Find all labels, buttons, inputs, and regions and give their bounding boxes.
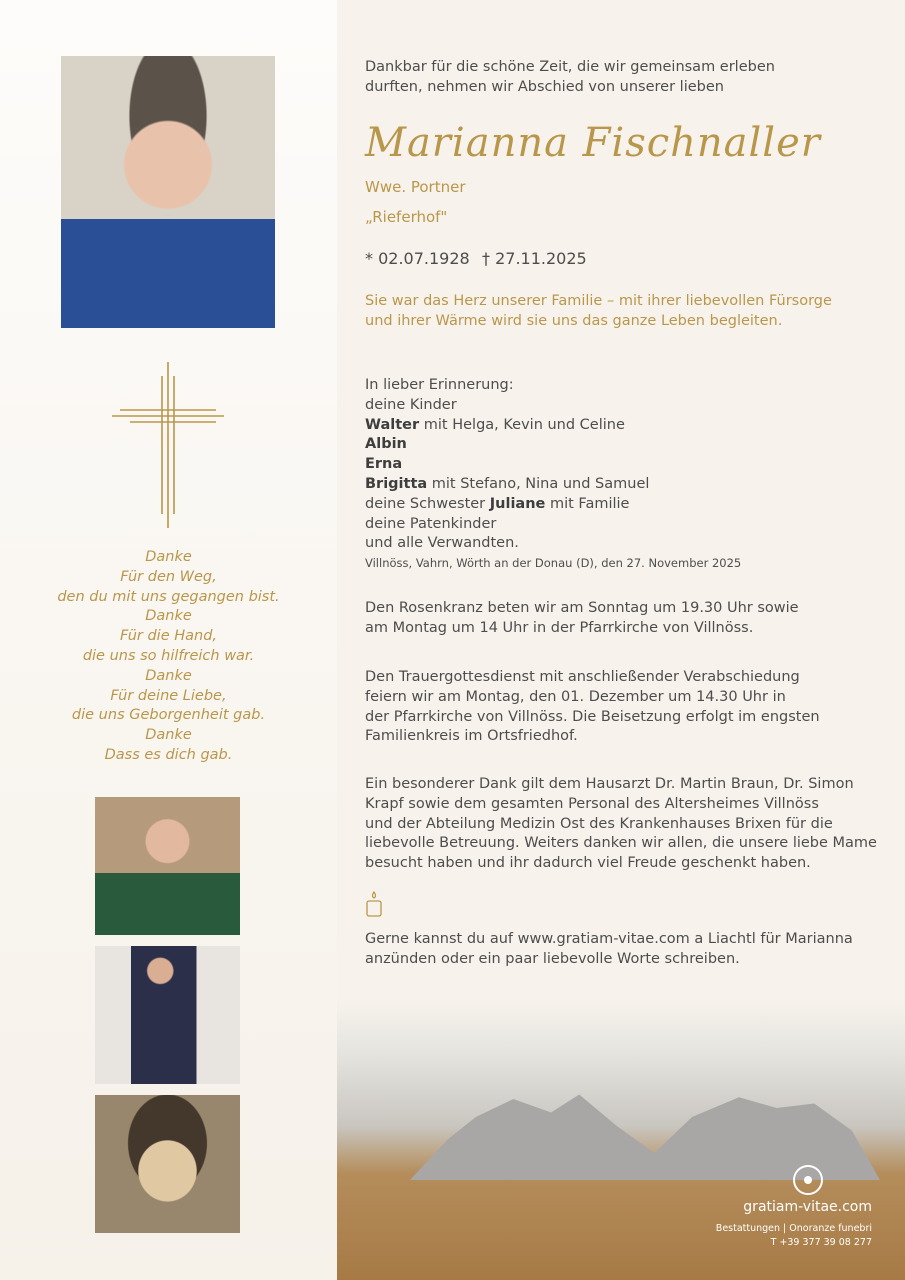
name-albin: Albin — [365, 436, 407, 453]
text-line: besucht haben und ihr dadurch viel Freude geschenkt haben. — [365, 855, 811, 872]
thanks-text — [365, 775, 877, 874]
family-line — [365, 495, 741, 515]
poem-line: Für die Hand, — [119, 628, 218, 645]
poem-line: Danke — [145, 549, 192, 565]
poem-line: die uns Geborgenheit gab. — [71, 707, 266, 724]
brand-logo-icon — [793, 1165, 823, 1195]
text-line: liebevolle Betreuung. Weiters danken wir allen, die unsere liebe Mame — [365, 835, 877, 852]
poem-line: Dass es dich gab. — [104, 746, 233, 763]
quote-line: Sie war das Herz unserer Familie – mit ihrer liebevollen Fürsorge — [365, 293, 832, 309]
photo-seated — [95, 797, 240, 935]
family-detail: mit Familie — [545, 495, 630, 512]
text-line: am Montag um 14 Uhr in der Pfarrkirche von Villnöss. — [365, 619, 754, 636]
name-erna: Erna — [365, 456, 403, 473]
family-line: und alle Verwandten. — [365, 535, 519, 552]
poem — [20, 548, 317, 766]
place-date: Villnöss, Vahrn, Wörth an der Donau (D), den 27. November 2025 — [365, 556, 742, 571]
poem-line: Danke — [145, 667, 192, 684]
family-line: deine Kinder — [365, 396, 457, 413]
birth-date: * 02.07.1928 — [365, 249, 470, 268]
text-line: Ein besonderer Dank gilt dem Hausarzt Dr. Martin Braun, Dr. Simon — [365, 776, 854, 792]
family-line — [365, 416, 741, 436]
text-line: anzünden oder ein paar liebevolle Worte schreiben. — [365, 950, 740, 967]
family-detail: mit Stefano, Nina und Samuel — [427, 475, 650, 492]
rosary-text — [365, 599, 799, 639]
family-line: deine Patenkinder — [365, 515, 497, 532]
intro-line: Dankbar für die schöne Zeit, die wir gemeinsam erleben — [365, 59, 775, 75]
family-line: In lieber Erinnerung: — [365, 377, 514, 393]
deceased-name: Marianna Fischnaller — [365, 120, 821, 166]
text-line: Gerne kannst du auf www.gratiam-vitae.com a Liachtl für Marianna — [365, 931, 853, 947]
cross-icon — [112, 362, 224, 528]
funeral-text — [365, 668, 820, 747]
subtitle-farm: „Rieferhof" — [365, 208, 448, 226]
quote-line: und ihrer Wärme wird sie uns das ganze Leben begleiten. — [365, 312, 783, 329]
subtitle-widow: Wwe. Portner — [365, 178, 466, 196]
family-line — [365, 455, 741, 475]
text-line: der Pfarrkirche von Villnöss. Die Beisetzung erfolgt im engsten — [365, 708, 820, 725]
portrait-photo — [61, 56, 275, 328]
name-walter: Walter — [365, 416, 420, 433]
text-line: Den Rosenkranz beten wir am Sonntag um 19.30 Uhr sowie — [365, 600, 799, 616]
text-line: Den Trauergottesdienst mit anschließender Verabschiedung — [365, 669, 800, 685]
name-brigitta: Brigitta — [365, 475, 428, 492]
poem-line: Danke — [145, 608, 192, 625]
brand-site: gratiam-vitae.com — [743, 1199, 872, 1215]
death-date: † 27.11.2025 — [482, 249, 587, 268]
quote — [365, 292, 832, 332]
poem-line: den du mit uns gegangen bist. — [57, 588, 280, 605]
family-line — [365, 435, 741, 455]
brand-phone: T +39 377 39 08 277 — [770, 1237, 872, 1248]
family-list — [365, 376, 741, 574]
family-line — [365, 475, 741, 495]
text-line: Krapf sowie dem gesamten Personal des Altersheimes Villnöss — [365, 795, 819, 812]
brand-tagline: Bestattungen | Onoranze funebri — [715, 1223, 872, 1234]
intro-line: durften, nehmen wir Abschied von unserer lieben — [365, 78, 724, 95]
candle-text — [365, 930, 853, 970]
intro-text — [365, 58, 775, 98]
family-detail: deine Schwester — [365, 495, 490, 512]
name-juliane: Juliane — [489, 495, 546, 512]
text-line: und der Abteilung Medizin Ost des Krankenhauses Brixen für die — [365, 815, 833, 832]
photo-young — [95, 1095, 240, 1233]
poem-line: die uns so hilfreich war. — [82, 647, 255, 664]
text-line: feiern wir am Montag, den 01. Dezember um 14.30 Uhr in — [365, 688, 786, 705]
poem-line: Für deine Liebe, — [110, 687, 227, 704]
poem-line: Danke — [145, 727, 192, 744]
candle-icon — [365, 891, 383, 917]
poem-line: Für den Weg, — [120, 568, 217, 585]
text-line: Familienkreis im Ortsfriedhof. — [365, 728, 578, 745]
photo-standing — [95, 946, 240, 1084]
family-detail: mit Helga, Kevin und Celine — [419, 416, 625, 433]
